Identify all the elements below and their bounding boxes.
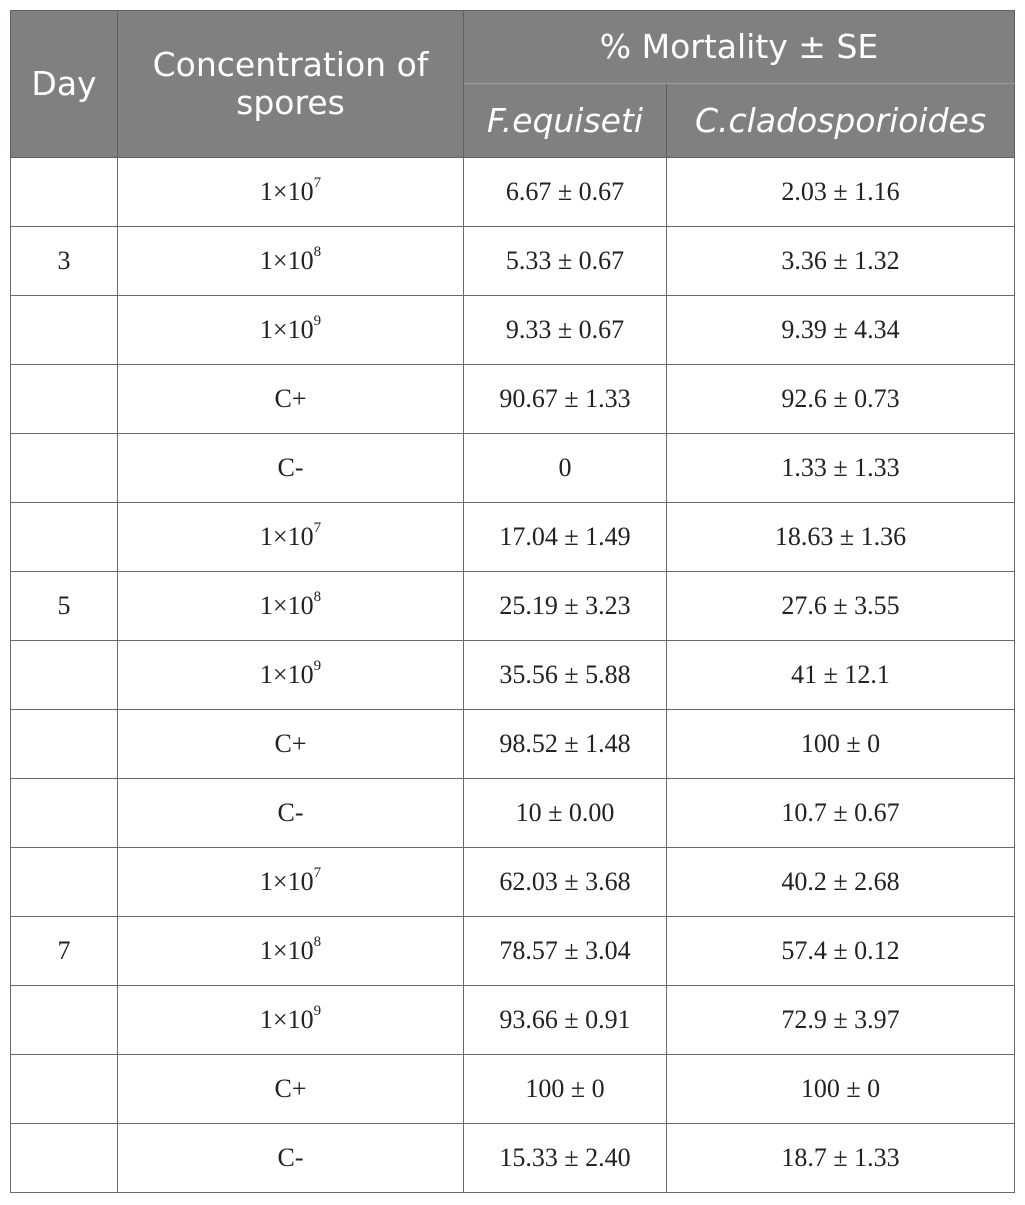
concentration-base: C- <box>277 453 304 482</box>
cell-concentration <box>118 503 464 572</box>
cell-mortality-fe: 17.04 ± 1.49 <box>464 503 667 572</box>
cell-day <box>11 158 118 227</box>
cell-mortality-fe: 0 <box>464 434 667 503</box>
concentration-base: C+ <box>274 729 307 758</box>
concentration-base: C+ <box>274 384 307 413</box>
concentration-base: C- <box>277 1143 304 1172</box>
cell-mortality-fe: 10 ± 0.00 <box>464 779 667 848</box>
cell-day <box>11 641 118 710</box>
cell-mortality-cc: 3.36 ± 1.32 <box>667 227 1015 296</box>
cell-concentration <box>118 848 464 917</box>
cell-mortality-cc: 10.7 ± 0.67 <box>667 779 1015 848</box>
cell-day <box>11 986 118 1055</box>
table-row <box>11 158 1015 227</box>
cell-mortality-cc: 72.9 ± 3.97 <box>667 986 1015 1055</box>
table-row <box>11 986 1015 1055</box>
header-day: Day <box>11 11 118 158</box>
cell-mortality-cc: 57.4 ± 0.12 <box>667 917 1015 986</box>
concentration-base: C+ <box>274 1074 307 1103</box>
cell-day <box>11 434 118 503</box>
cell-mortality-fe: 78.57 ± 3.04 <box>464 917 667 986</box>
cell-day <box>11 1124 118 1193</box>
table-row <box>11 296 1015 365</box>
header-species-fe: F.equiseti <box>464 84 667 158</box>
cell-mortality-fe: 35.56 ± 5.88 <box>464 641 667 710</box>
table-row <box>11 779 1015 848</box>
table-row <box>11 848 1015 917</box>
concentration-exponent: 9 <box>313 313 322 330</box>
cell-concentration <box>118 641 464 710</box>
concentration-base: 1×10 <box>259 867 314 896</box>
cell-mortality-cc: 9.39 ± 4.34 <box>667 296 1015 365</box>
concentration-base: 1×10 <box>259 1005 314 1034</box>
cell-day <box>11 503 118 572</box>
concentration-base: C- <box>277 798 304 827</box>
table-row <box>11 1055 1015 1124</box>
table-row <box>11 365 1015 434</box>
cell-day <box>11 296 118 365</box>
cell-day <box>11 365 118 434</box>
cell-mortality-cc: 100 ± 0 <box>667 710 1015 779</box>
cell-mortality-fe: 100 ± 0 <box>464 1055 667 1124</box>
cell-mortality-fe: 9.33 ± 0.67 <box>464 296 667 365</box>
cell-concentration <box>118 986 464 1055</box>
table-row <box>11 227 1015 296</box>
table-row <box>11 1124 1015 1193</box>
concentration-exponent: 8 <box>313 589 322 606</box>
cell-mortality-cc: 18.63 ± 1.36 <box>667 503 1015 572</box>
concentration-base: 1×10 <box>259 936 314 965</box>
cell-concentration <box>118 158 464 227</box>
mortality-table <box>10 10 1015 1193</box>
cell-day <box>11 1055 118 1124</box>
cell-concentration <box>118 1055 464 1124</box>
cell-concentration <box>118 365 464 434</box>
cell-mortality-fe: 6.67 ± 0.67 <box>464 158 667 227</box>
cell-mortality-cc: 2.03 ± 1.16 <box>667 158 1015 227</box>
cell-day <box>11 848 118 917</box>
concentration-exponent: 7 <box>313 520 322 537</box>
cell-mortality-cc: 40.2 ± 2.68 <box>667 848 1015 917</box>
cell-concentration <box>118 296 464 365</box>
cell-mortality-cc: 41 ± 12.1 <box>667 641 1015 710</box>
table-row <box>11 710 1015 779</box>
cell-concentration <box>118 779 464 848</box>
concentration-exponent: 8 <box>313 934 322 951</box>
cell-mortality-fe: 25.19 ± 3.23 <box>464 572 667 641</box>
concentration-base: 1×10 <box>259 315 314 344</box>
table-row <box>11 917 1015 986</box>
cell-mortality-fe: 93.66 ± 0.91 <box>464 986 667 1055</box>
concentration-base: 1×10 <box>259 522 314 551</box>
concentration-base: 1×10 <box>259 177 314 206</box>
cell-concentration <box>118 572 464 641</box>
cell-day <box>11 779 118 848</box>
table-row <box>11 503 1015 572</box>
header-mortality: % Mortality ± SE <box>464 11 1015 84</box>
cell-day: 7 <box>11 917 118 986</box>
concentration-base: 1×10 <box>259 591 314 620</box>
cell-concentration <box>118 434 464 503</box>
cell-mortality-cc: 1.33 ± 1.33 <box>667 434 1015 503</box>
table-row <box>11 641 1015 710</box>
table-row <box>11 572 1015 641</box>
cell-concentration <box>118 227 464 296</box>
header-concentration: Concentration of spores <box>118 11 464 158</box>
cell-mortality-cc: 100 ± 0 <box>667 1055 1015 1124</box>
concentration-exponent: 8 <box>313 244 322 261</box>
cell-mortality-cc: 18.7 ± 1.33 <box>667 1124 1015 1193</box>
cell-mortality-fe: 90.67 ± 1.33 <box>464 365 667 434</box>
cell-mortality-fe: 62.03 ± 3.68 <box>464 848 667 917</box>
cell-mortality-fe: 98.52 ± 1.48 <box>464 710 667 779</box>
concentration-exponent: 7 <box>313 865 322 882</box>
concentration-exponent: 9 <box>313 658 322 675</box>
cell-concentration <box>118 917 464 986</box>
cell-concentration <box>118 710 464 779</box>
mortality-table-container <box>10 10 1014 1193</box>
concentration-exponent: 7 <box>313 175 322 192</box>
cell-day <box>11 710 118 779</box>
cell-mortality-fe: 15.33 ± 2.40 <box>464 1124 667 1193</box>
cell-mortality-cc: 92.6 ± 0.73 <box>667 365 1015 434</box>
cell-concentration <box>118 1124 464 1193</box>
concentration-base: 1×10 <box>259 660 314 689</box>
table-body <box>11 158 1015 1193</box>
cell-mortality-cc: 27.6 ± 3.55 <box>667 572 1015 641</box>
concentration-exponent: 9 <box>313 1003 322 1020</box>
cell-mortality-fe: 5.33 ± 0.67 <box>464 227 667 296</box>
cell-day: 5 <box>11 572 118 641</box>
table-row <box>11 434 1015 503</box>
cell-day: 3 <box>11 227 118 296</box>
table-header <box>11 11 1015 158</box>
header-species-cc: C.cladosporioides <box>667 84 1015 158</box>
concentration-base: 1×10 <box>259 246 314 275</box>
